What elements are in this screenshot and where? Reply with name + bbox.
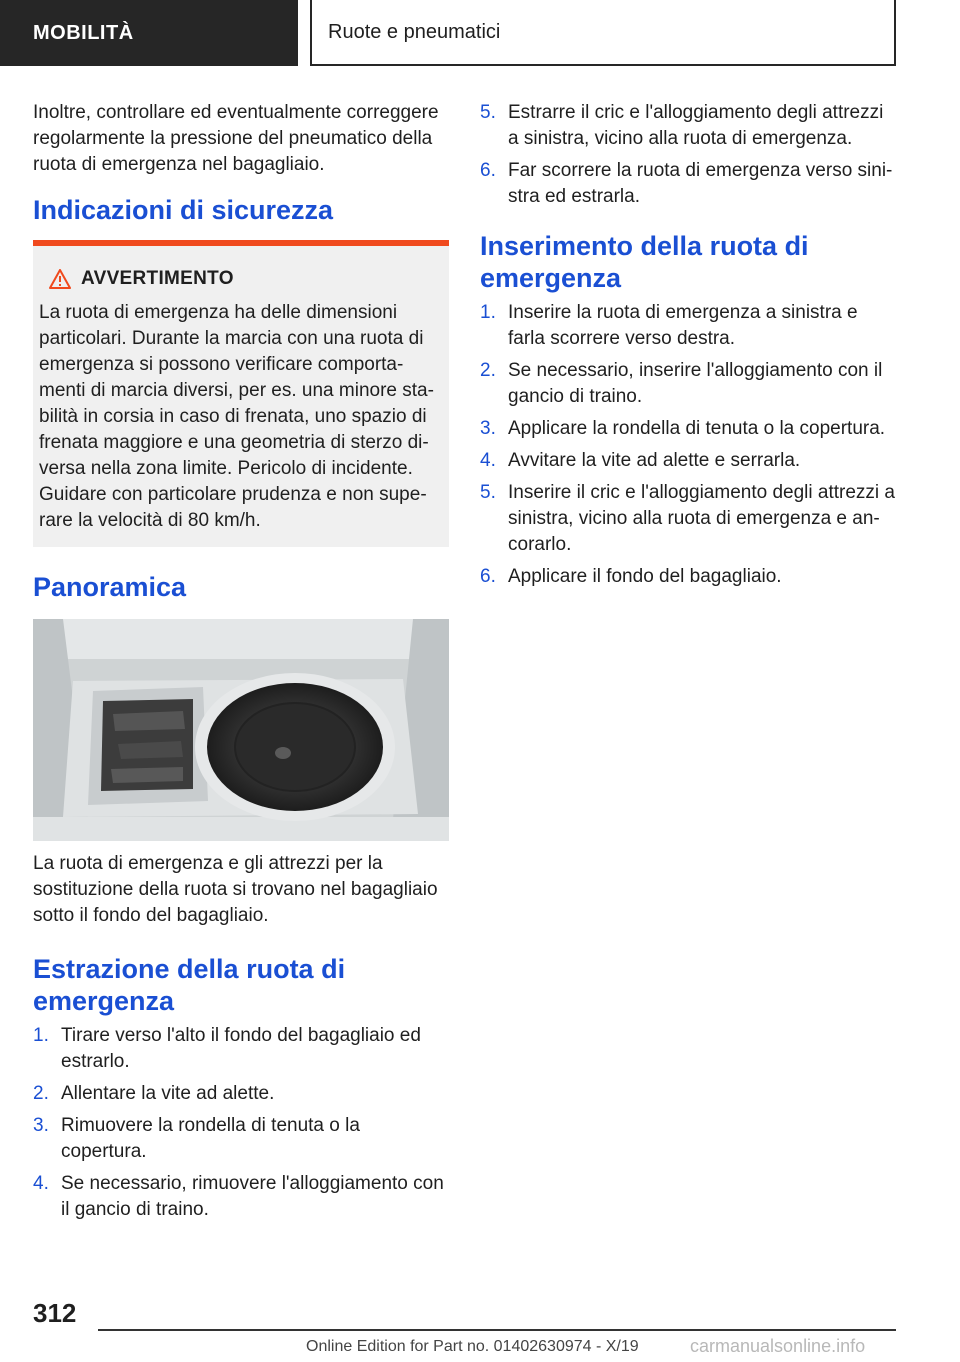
removal-heading: Estrazione della ruota di emergenza — [33, 954, 346, 1016]
list-item — [33, 1081, 449, 1107]
list-item — [480, 158, 896, 210]
step-text: Tirare verso l'alto il fondo del bagagliaio ed estrarlo. — [61, 1025, 421, 1072]
list-item — [480, 448, 896, 474]
chapter-title: Ruote e pneumatici — [310, 0, 896, 66]
list-item — [480, 480, 896, 558]
step-text: Applicare la rondella di tenuta o la copertura. — [508, 418, 886, 439]
removal-steps-list — [33, 1023, 449, 1223]
list-item — [480, 300, 896, 352]
step-text: Rimuovere la rondella di tenuta o la copertura. — [61, 1115, 360, 1162]
step-number: 1. — [33, 1025, 49, 1046]
step-number: 3. — [33, 1115, 49, 1136]
photo-caption: La ruota di emergenza e gli attrezzi per la sostituzione della ruota si trovano nel bagagliaio sotto il fondo del bagagliaio. — [33, 853, 438, 926]
step-text: Applicare il fondo del bagagliaio. — [508, 566, 782, 587]
list-item — [480, 416, 896, 442]
step-text: Far scorrere la ruota di emergenza verso sinistra ed estrarla. — [508, 160, 893, 207]
step-number: 4. — [33, 1173, 49, 1194]
page-number: 312 — [33, 1298, 77, 1328]
step-text: Estrarre il cric e l'alloggiamento degli attrezzi a sinistra, vicino alla ruota di emergenza. — [508, 102, 884, 149]
step-number: 4. — [480, 450, 496, 471]
footer-divider — [98, 1329, 896, 1331]
step-number: 1. — [480, 302, 496, 323]
intro-paragraph: Inoltre, controllare ed eventualmente correggere regolarmente la pressione del pneumatico della ruota di emergenza nel bagagliaio. — [33, 102, 439, 175]
section-tab: MOBILITÀ — [0, 0, 298, 66]
step-text: Se necessario, inserire l'alloggiamento con il gancio di traino. — [508, 360, 883, 407]
step-text: Inserire il cric e l'alloggiamento degli attrezzi a sinistra, vicino alla ruota di emergenza e ancorarlo. — [508, 482, 895, 555]
warning-header — [39, 268, 435, 290]
insert-steps-list — [480, 300, 896, 590]
warning-box — [33, 240, 449, 547]
right-column — [480, 100, 896, 596]
edition-note: Online Edition for Part no. 01402630974 - X/19 — [306, 1338, 639, 1355]
list-item — [480, 358, 896, 410]
list-item — [480, 100, 896, 152]
insert-heading: Inserimento della ruota di emergenza — [480, 231, 809, 293]
step-number: 2. — [33, 1083, 49, 1104]
step-number: 6. — [480, 566, 496, 587]
step-text: Inserire la ruota di emergenza a sinistra e farla scorrere verso destra. — [508, 302, 858, 349]
step-text: Se necessario, rimuovere l'alloggiamento con il gancio di traino. — [61, 1173, 444, 1220]
warning-triangle-icon — [49, 269, 71, 289]
warning-text: La ruota di emergenza ha delle dimensioni particolari. Durante la marcia con una ruota di emergenza si possono verificare comportamenti di marcia diversi, per es. una minore stabilità in corsia in caso di frenata, uno spazio di frenata maggiore e una geometria di sterzo diversa nella zona limite. Pericolo di incidente. Guidare con particolare prudenza e non superare la velocità di 80 km/h. — [39, 302, 434, 531]
step-number: 5. — [480, 102, 496, 123]
list-item — [33, 1023, 449, 1075]
step-number: 2. — [480, 360, 496, 381]
step-number: 6. — [480, 160, 496, 181]
warning-title: AVVERTIMENTO — [81, 268, 234, 289]
watermark: carmanualsonline.info — [690, 1336, 866, 1356]
step-text: Avvitare la vite ad alette e serrarla. — [508, 450, 801, 471]
list-item — [33, 1113, 449, 1165]
safety-heading: Indicazioni di sicurezza — [33, 195, 334, 225]
list-item — [480, 564, 896, 590]
step-number: 3. — [480, 418, 496, 439]
list-item — [33, 1171, 449, 1223]
spare-wheel-trunk-photo — [33, 619, 449, 841]
step-number: 5. — [480, 482, 496, 503]
left-column — [33, 100, 449, 1229]
removal-steps-continued — [480, 100, 896, 210]
overview-heading: Panoramica — [33, 572, 187, 602]
page-header — [0, 0, 960, 66]
step-text: Allentare la vite ad alette. — [61, 1083, 275, 1104]
